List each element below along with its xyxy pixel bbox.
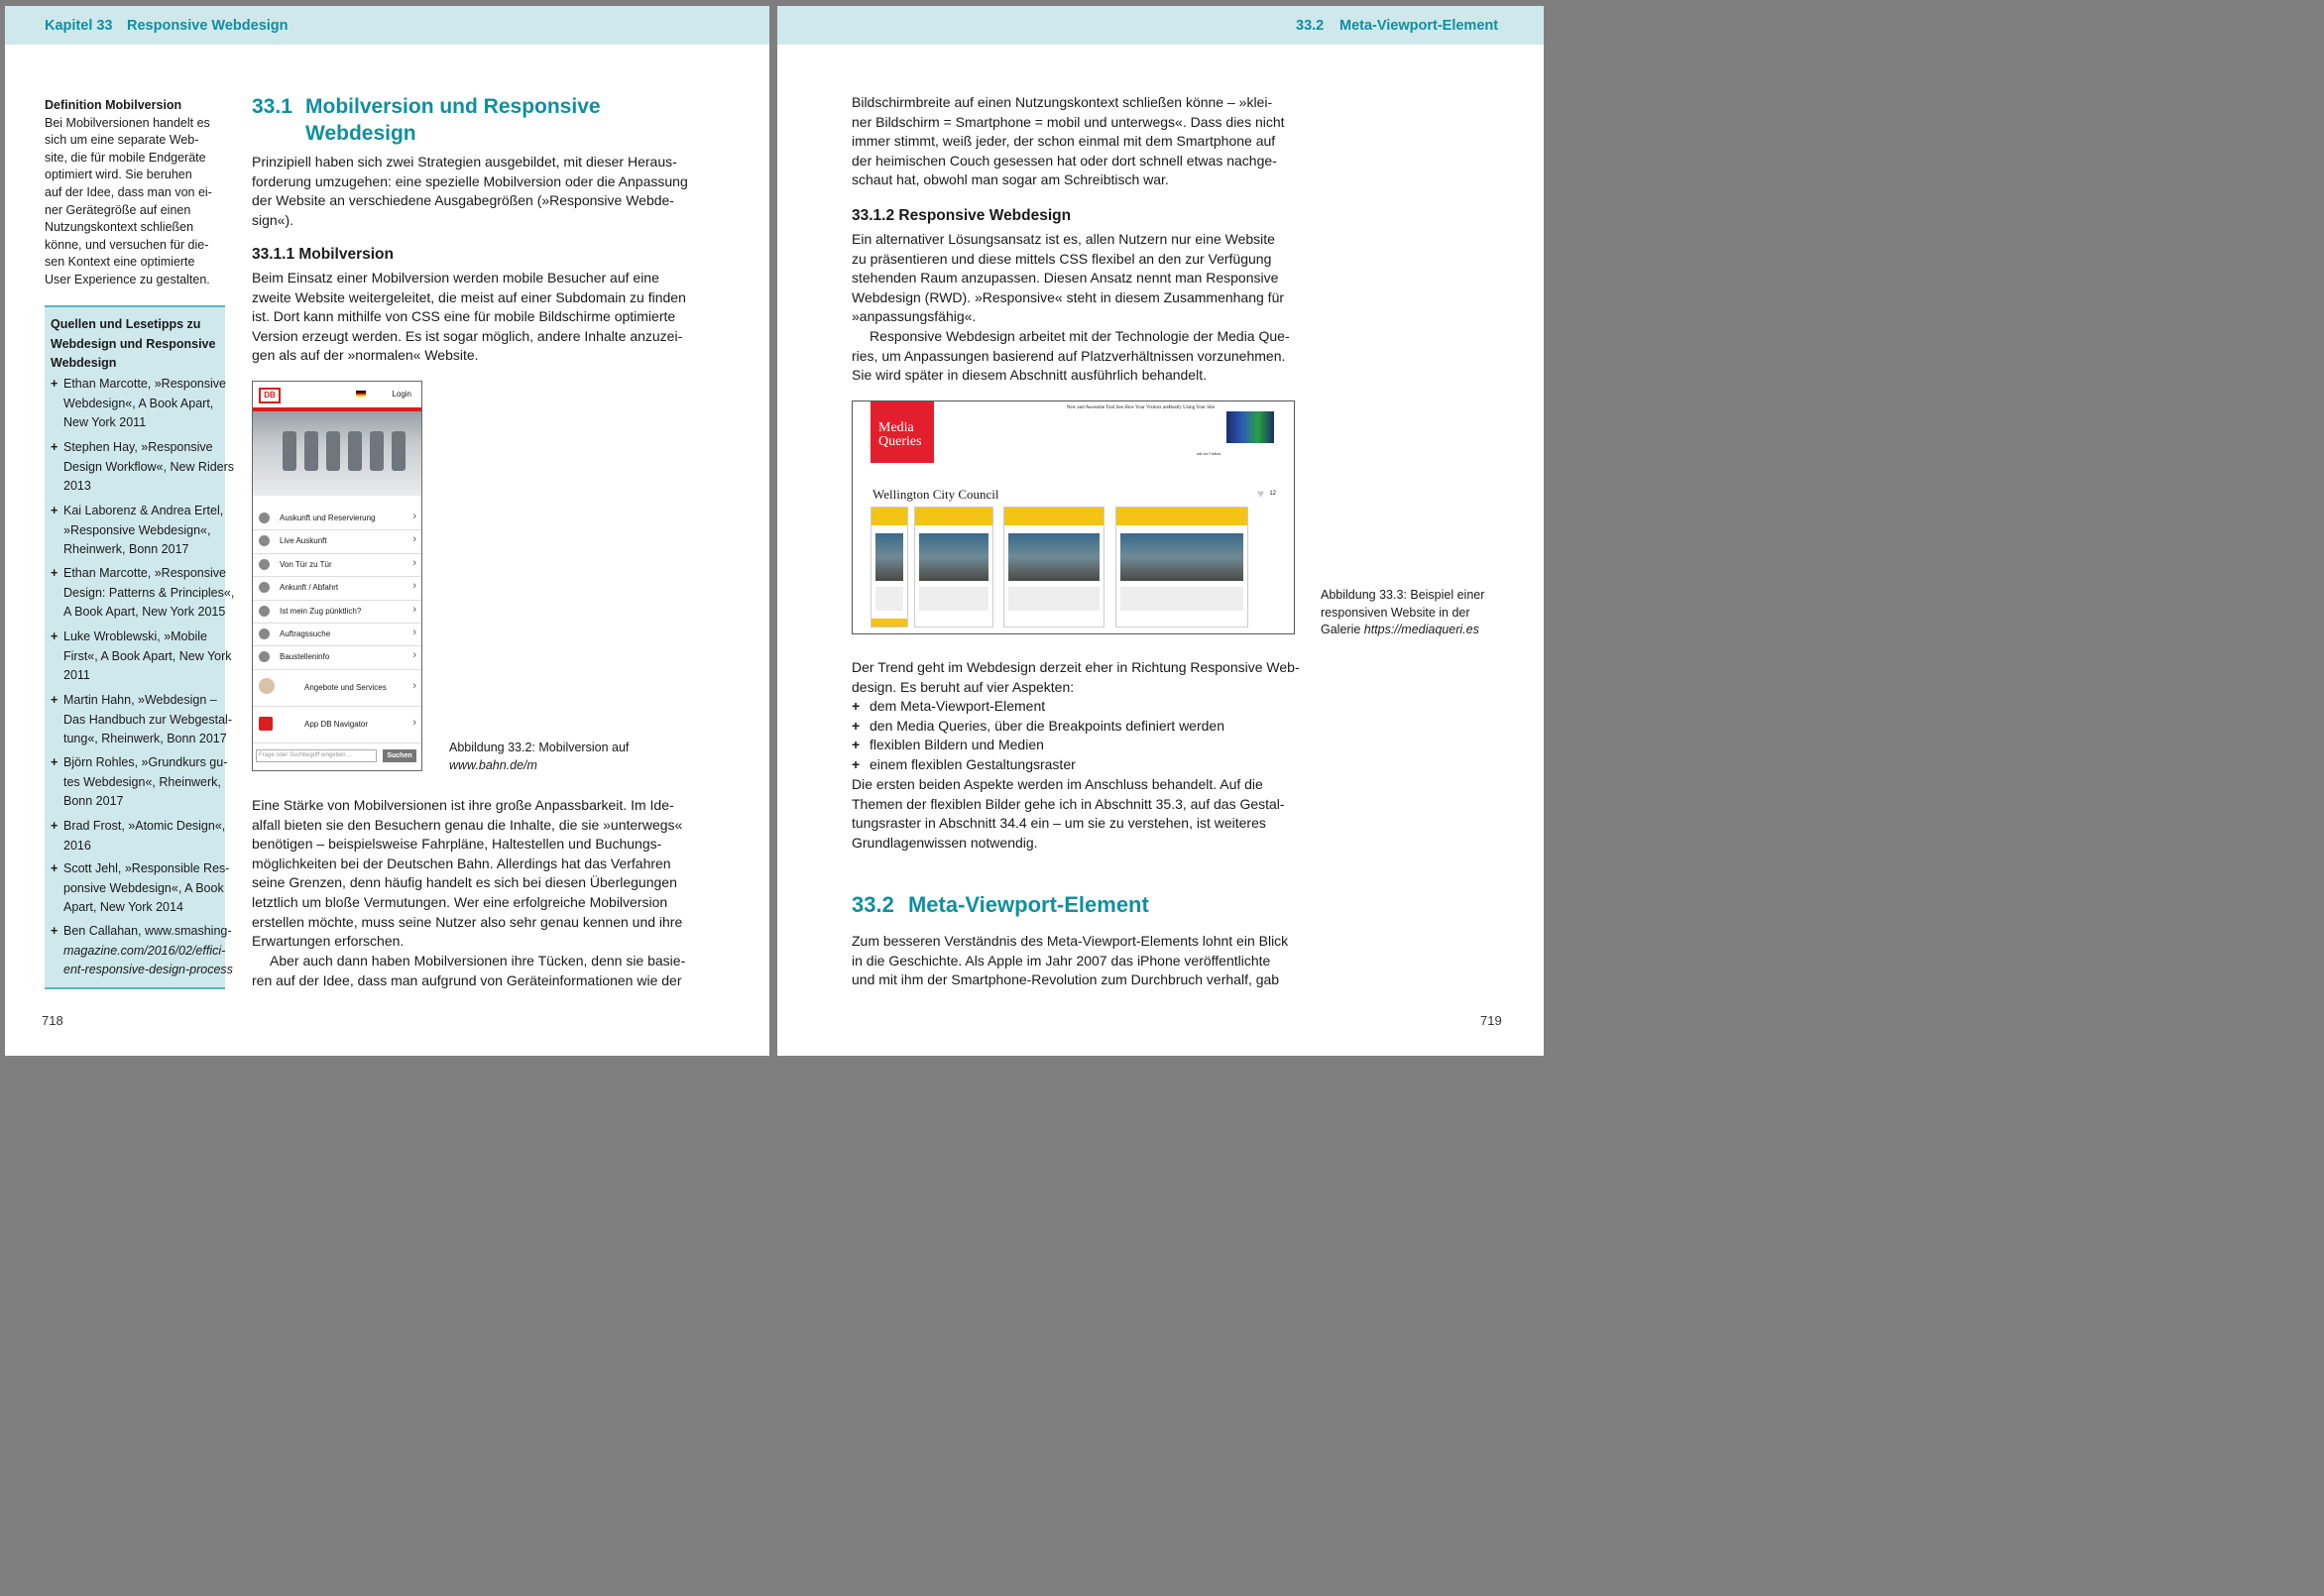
text-line: design. Es beruht auf vier Aspekten:	[852, 678, 1075, 695]
running-header	[5, 6, 769, 45]
home-icon	[259, 559, 270, 570]
text-line: alfall bieten sie den Besuchern genau die Inhalte, die sie »unterwegs«	[252, 816, 683, 833]
text-line: in die Geschichte. Als Apple im Jahr 2007 das iPhone veröffentlichte	[852, 952, 1271, 969]
text-line: Sie wird später in diesem Abschnitt ausführlich behandelt.	[852, 367, 1207, 384]
source-line: Kai Laborenz & Andrea Ertel,	[63, 504, 224, 517]
text-line: und mit ihm der Smartphone-Revolution zum Durchbruch verhalf, gab	[852, 971, 1280, 988]
source-line: 2011	[63, 668, 90, 683]
plus-icon: +	[51, 377, 58, 391]
text-line: forderung umzugehen: eine spezielle Mobilversion oder die Anpassung	[252, 172, 688, 189]
heart-icon[interactable]: ♥	[1256, 487, 1264, 501]
aspect-text: dem Meta-Viewport-Element	[870, 698, 1046, 714]
plus-icon: +	[852, 717, 861, 734]
source-line: Ben Callahan, www.smashing-	[63, 924, 232, 938]
source-line: Björn Rohles, »Grundkurs gu-	[63, 755, 228, 769]
section-title-33-2	[852, 891, 1149, 918]
source-line: Stephen Hay, »Responsive	[63, 440, 213, 454]
right-page	[777, 6, 1544, 1056]
phone-menu-item[interactable]	[253, 577, 421, 600]
subsection-title-mobilversion: 33.1.1 Mobilversion	[252, 246, 394, 263]
definition-text	[45, 115, 228, 289]
source-line: Brad Frost, »Atomic Design«,	[63, 819, 226, 833]
text-line: Ein alternativer Lösungsansatz ist es, allen Nutzern nur eine Website	[852, 231, 1275, 247]
source-line: tes Webdesign«, Rheinwerk,	[63, 774, 221, 789]
section-title-line2: Webdesign	[305, 122, 416, 145]
phone-menu-item[interactable]	[253, 670, 421, 707]
text-line: ren auf der Idee, dass man aufgrund von Geräteinformationen wie der	[252, 971, 682, 988]
sources-title	[51, 315, 215, 374]
text-line: ner Bildschirm = Smartphone = mobil und unterwegs«. Dass dies nicht	[852, 113, 1285, 130]
intro-paragraph	[252, 153, 688, 230]
text-line: Nutzungskontext schließen	[45, 220, 194, 235]
source-line: Design Workflow«, New Riders	[63, 459, 235, 474]
trend-paragraph	[852, 658, 1300, 697]
phone-menu-label: Live Auskunft	[280, 536, 327, 546]
person-icon	[259, 678, 275, 694]
plus-icon: +	[51, 693, 58, 707]
phone-menu-label: Auskunft und Reservierung	[280, 513, 376, 522]
phone-menu-label: Von Tür zu Tür	[280, 559, 332, 569]
text-line: Bildschirmbreite auf einen Nutzungskontext schließen könne – »klei-	[852, 94, 1273, 110]
source-line: tung«, Rheinwerk, Bonn 2017	[63, 732, 227, 746]
phone-menu	[253, 508, 421, 743]
figure-caption-33-3	[1321, 587, 1484, 639]
sources-box	[45, 305, 235, 989]
train-icon	[259, 606, 270, 617]
caption-url: www.bahn.de/m	[449, 757, 537, 772]
mobilversion-paragraph	[252, 269, 686, 366]
source-line: Das Handbuch zur Webgestal-	[63, 712, 232, 727]
thumb-tablet	[914, 507, 993, 627]
plus-icon: +	[51, 566, 58, 580]
ad-line: New and Awesome Tool:	[1066, 405, 1116, 410]
chevron-right-icon: ›	[412, 556, 416, 569]
source-line: Rheinwerk, Bonn 2017	[63, 542, 189, 557]
figure-caption-33-2	[449, 740, 629, 774]
thumb-mobile	[871, 507, 908, 627]
aspects-list	[852, 697, 1224, 774]
text-line: Webdesign (RWD). »Responsive« steht in diesem Zusammenhang für	[852, 288, 1285, 305]
text-line: Erwartungen erforschen.	[252, 933, 405, 950]
plus-icon: +	[51, 861, 58, 875]
station-icon	[259, 582, 270, 593]
phone-menu-item[interactable]	[253, 601, 421, 624]
chapter-label: Kapitel 33	[45, 18, 113, 34]
text-line: stehenden Raum anzupassen. Diesen Ansatz nennt man Responsive	[852, 270, 1279, 286]
phone-search-input[interactable]: Frage oder Suchbegriff eingeben ...	[256, 749, 377, 762]
text-line: sign«).	[252, 211, 294, 228]
continued-paragraph	[852, 93, 1285, 190]
source-line: ent-responsive-design-process	[63, 963, 233, 977]
running-header	[777, 6, 1544, 45]
plus-icon: +	[51, 924, 58, 938]
aspect-item	[852, 736, 1224, 755]
section-title-text: Meta-Viewport-Element	[907, 892, 1149, 917]
phone-menu-item[interactable]	[253, 554, 421, 577]
source-line: »Responsive Webdesign«,	[63, 522, 211, 537]
text-line: optimiert wird. Sie beruhen	[45, 168, 192, 182]
caption-line: Abbildung 33.3: Beispiel einer	[1321, 588, 1485, 602]
text-line: Zum besseren Verständnis des Meta-Viewport-Elements lohnt ein Blick	[852, 933, 1289, 949]
site-name: Wellington City Council	[872, 487, 999, 502]
app-icon	[259, 717, 273, 731]
ticket-icon	[259, 513, 270, 523]
section-title-33-1	[252, 93, 601, 145]
phone-menu-label: Angebote und Services	[304, 682, 387, 692]
flag-icon	[356, 391, 366, 397]
after-list-paragraph	[852, 775, 1285, 853]
source-line: Bonn 2017	[63, 794, 124, 809]
phone-topbar	[253, 382, 421, 411]
chevron-right-icon: ›	[412, 679, 416, 692]
text-line: ries, um Anpassungen basierend auf Platzverhältnissen vorzunehmen.	[852, 347, 1286, 364]
ad-text	[1067, 405, 1215, 411]
phone-menu-label: Auftragssuche	[280, 628, 331, 638]
source-line: Ethan Marcotte, »Responsive	[63, 377, 226, 391]
section-number-label: 33.2	[1296, 18, 1325, 34]
chevron-right-icon: ›	[412, 511, 416, 522]
caption-prefix: Galerie	[1321, 623, 1364, 636]
warning-icon	[259, 651, 270, 662]
text-line: User Experience zu gestalten.	[45, 272, 210, 286]
plus-icon: +	[51, 629, 58, 643]
source-line: Ethan Marcotte, »Responsive	[63, 566, 226, 580]
left-page	[5, 6, 769, 1056]
caption-text: Abbildung 33.2: Mobilversion auf	[449, 741, 630, 754]
source-line: ponsive Webdesign«, A Book	[63, 880, 224, 895]
ad-via: ads via Carbon	[1197, 451, 1220, 456]
text-line: »anpassungsfähig«.	[852, 308, 977, 325]
text-line: Prinzipiell haben sich zwei Strategien ausgebildet, mit dieser Heraus-	[252, 154, 677, 170]
chevron-right-icon: ›	[412, 603, 416, 616]
section-number: 33.1	[252, 95, 292, 118]
source-line: 2016	[63, 838, 91, 853]
caption-lines	[1321, 587, 1484, 622]
text-line: Bei Mobilversionen handelt es	[45, 115, 210, 130]
definition-title: Definition Mobilversion	[45, 98, 182, 112]
definition-box	[45, 97, 228, 289]
plus-icon: +	[51, 440, 58, 454]
login-link[interactable]: Login	[392, 390, 411, 399]
text-line: letztlich um bloße Vermutungen. Wer eine erfolgreiche Mobilversion	[252, 893, 668, 910]
aspect-item	[852, 717, 1224, 737]
text-line: erstellen möchte, muss seine Nutzer also sehr genau kennen und ihre	[252, 913, 683, 930]
phone-menu-label: Ankunft / Abfahrt	[280, 583, 339, 593]
chevron-right-icon: ›	[412, 649, 416, 662]
text-line: Version erzeugt werden. Es ist sogar möglich, andere Inhalte anzuzei-	[252, 327, 683, 344]
plus-icon: +	[51, 819, 58, 833]
rwd-mq-paragraph	[852, 327, 1290, 386]
text-line: sen Kontext eine optimierte	[45, 255, 195, 270]
plus-icon: +	[51, 504, 58, 517]
text-line: Eine Stärke von Mobilversionen ist ihre große Anpassbarkeit. Im Ide-	[252, 797, 674, 813]
plus-icon: +	[852, 737, 861, 753]
caption-line: responsiven Website in der	[1321, 605, 1470, 620]
chevron-right-icon: ›	[412, 716, 416, 729]
caveat-paragraph	[252, 952, 685, 990]
phone-menu-label: Baustelleninfo	[280, 652, 330, 662]
caption-url: https://mediaqueri.es	[1363, 623, 1479, 636]
section-title-line1: Mobilversion und Responsive	[305, 95, 601, 118]
aspect-text: den Media Queries, über die Breakpoints definiert werden	[870, 717, 1224, 734]
ad-line: Really Using Your Site	[1168, 405, 1215, 410]
text-line: benötigen – beispielsweise Fahrpläne, Haltestellen und Buchungs-	[252, 836, 662, 853]
text-line: könne, und versuchen für die-	[45, 237, 209, 252]
plus-icon: +	[51, 755, 58, 769]
chevron-right-icon: ›	[412, 626, 416, 638]
page-number: 719	[1480, 1013, 1502, 1028]
search-icon	[259, 628, 270, 639]
like-count: 12	[1269, 491, 1276, 497]
phone-menu-item[interactable]	[253, 508, 421, 530]
text-line: der heimischen Couch gesessen hat oder dort schnell etwas nachge-	[852, 152, 1277, 169]
thumb-laptop	[1003, 507, 1104, 627]
aspect-text: einem flexiblen Gestaltungsraster	[870, 755, 1076, 772]
text-line: Webdesign und Responsive	[51, 336, 216, 351]
source-line: magazine.com/2016/02/effici-	[63, 943, 226, 958]
phone-menu-item[interactable]	[253, 530, 421, 553]
logo-line2: Queries	[878, 434, 922, 449]
phone-search-button[interactable]: Suchen	[383, 749, 416, 762]
viewport-intro-paragraph	[852, 932, 1288, 990]
text-line: site, die für mobile Endgeräte	[45, 150, 206, 165]
text-line: der Website an verschiedene Ausgabegrößen (»Responsive Webde-	[252, 192, 674, 209]
chevron-right-icon: ›	[412, 580, 416, 593]
text-line: ist. Dort kann mithilfe von CSS eine für mobile Bildschirme optimierte	[252, 308, 676, 325]
section-number: 33.2	[852, 892, 894, 917]
mobile-site-screenshot	[252, 381, 422, 771]
aspect-text: flexiblen Bildern und Medien	[870, 737, 1044, 753]
plus-icon: +	[852, 698, 861, 714]
clock-icon	[259, 535, 270, 546]
text-line: seine Grenzen, denn häufig handelt es sich bei diesen Überlegungen	[252, 874, 677, 891]
plus-icon: +	[852, 755, 861, 772]
ad-image	[1226, 411, 1274, 443]
source-line: Martin Hahn, »Webdesign –	[63, 693, 217, 707]
strength-paragraph	[252, 796, 682, 952]
source-line: Design: Patterns & Principles«,	[63, 585, 235, 600]
text-line: Grundlagenwissen notwendig.	[852, 834, 1038, 851]
logo-line1: Media	[878, 420, 914, 435]
source-line: 2013	[63, 479, 91, 494]
aspect-item	[852, 697, 1224, 717]
phone-menu-label: App DB Navigator	[304, 719, 369, 729]
page-number: 718	[42, 1013, 63, 1028]
source-line: Luke Wroblewski, »Mobile	[63, 629, 207, 643]
rwd-paragraph	[852, 230, 1284, 327]
text-line: schaut hat, obwohl man sogar am Schreibtisch war.	[852, 171, 1169, 188]
text-line: Themen der flexiblen Bilder gehe ich in Abschnitt 35.3, auf das Gestal-	[852, 795, 1285, 812]
source-line: First«, A Book Apart, New York	[63, 648, 232, 663]
chevron-right-icon: ›	[412, 533, 416, 546]
text-line: Webdesign	[51, 356, 117, 371]
source-line: A Book Apart, New York 2015	[63, 605, 226, 620]
phone-menu-label: Ist mein Zug pünktlich?	[280, 606, 362, 616]
source-line: New York 2011	[63, 415, 147, 430]
phone-menu-item[interactable]	[253, 646, 421, 669]
section-title-label: Meta-Viewport-Element	[1339, 18, 1499, 34]
text-line: gen als auf der »normalen« Website.	[252, 347, 479, 364]
text-line: möglichkeiten bei der Deutschen Bahn. Allerdings hat das Verfahren	[252, 855, 671, 871]
text-line: Quellen und Lesetipps zu	[51, 317, 201, 331]
hero-image	[253, 411, 421, 496]
mediaqueries-screenshot	[852, 400, 1295, 634]
db-logo: DB	[259, 388, 281, 403]
text-line: zweite Website weitergeleitet, die meist auf einer Subdomain zu finden	[252, 288, 686, 305]
text-line: Responsive Webdesign arbeitet mit der Technologie der Media Que-	[870, 328, 1290, 344]
text-line: ner Gerätegröße auf einen	[45, 202, 191, 217]
phone-menu-item[interactable]	[253, 707, 421, 743]
text-line: Die ersten beiden Aspekte werden im Anschluss behandelt. Auf die	[852, 776, 1263, 792]
thumb-desktop	[1115, 507, 1248, 627]
text-line: Aber auch dann haben Mobilversionen ihre Tücken, denn sie basie-	[270, 953, 686, 969]
text-line: Der Trend geht im Webdesign derzeit eher in Richtung Responsive Web-	[852, 659, 1300, 675]
text-line: tungsraster in Abschnitt 34.4 ein – um sie zu verstehen, ist weiteres	[852, 815, 1266, 832]
source-line: Webdesign«, A Book Apart,	[63, 396, 214, 410]
source-line: Scott Jehl, »Responsible Res-	[63, 861, 230, 875]
text-line: immer stimmt, weiß jeder, der schon einmal mit dem Smartphone auf	[852, 133, 1276, 150]
aspect-item	[852, 755, 1224, 775]
chapter-title: Responsive Webdesign	[127, 18, 289, 34]
text-line: sich um eine separate Web-	[45, 133, 199, 148]
subsection-title-rwd: 33.1.2 Responsive Webdesign	[852, 207, 1072, 224]
text-line: zu präsentieren und diese mittels CSS flexibel an den zur Verfügung	[852, 250, 1272, 267]
text-line: Beim Einsatz einer Mobilversion werden mobile Besucher auf eine	[252, 270, 659, 285]
text-line: auf der Idee, dass man von ei-	[45, 184, 212, 199]
source-line: Apart, New York 2014	[63, 900, 183, 915]
phone-menu-item[interactable]	[253, 624, 421, 646]
mediaqueries-logo	[871, 401, 934, 463]
ad-line: See How Your Visitors are	[1115, 405, 1169, 410]
